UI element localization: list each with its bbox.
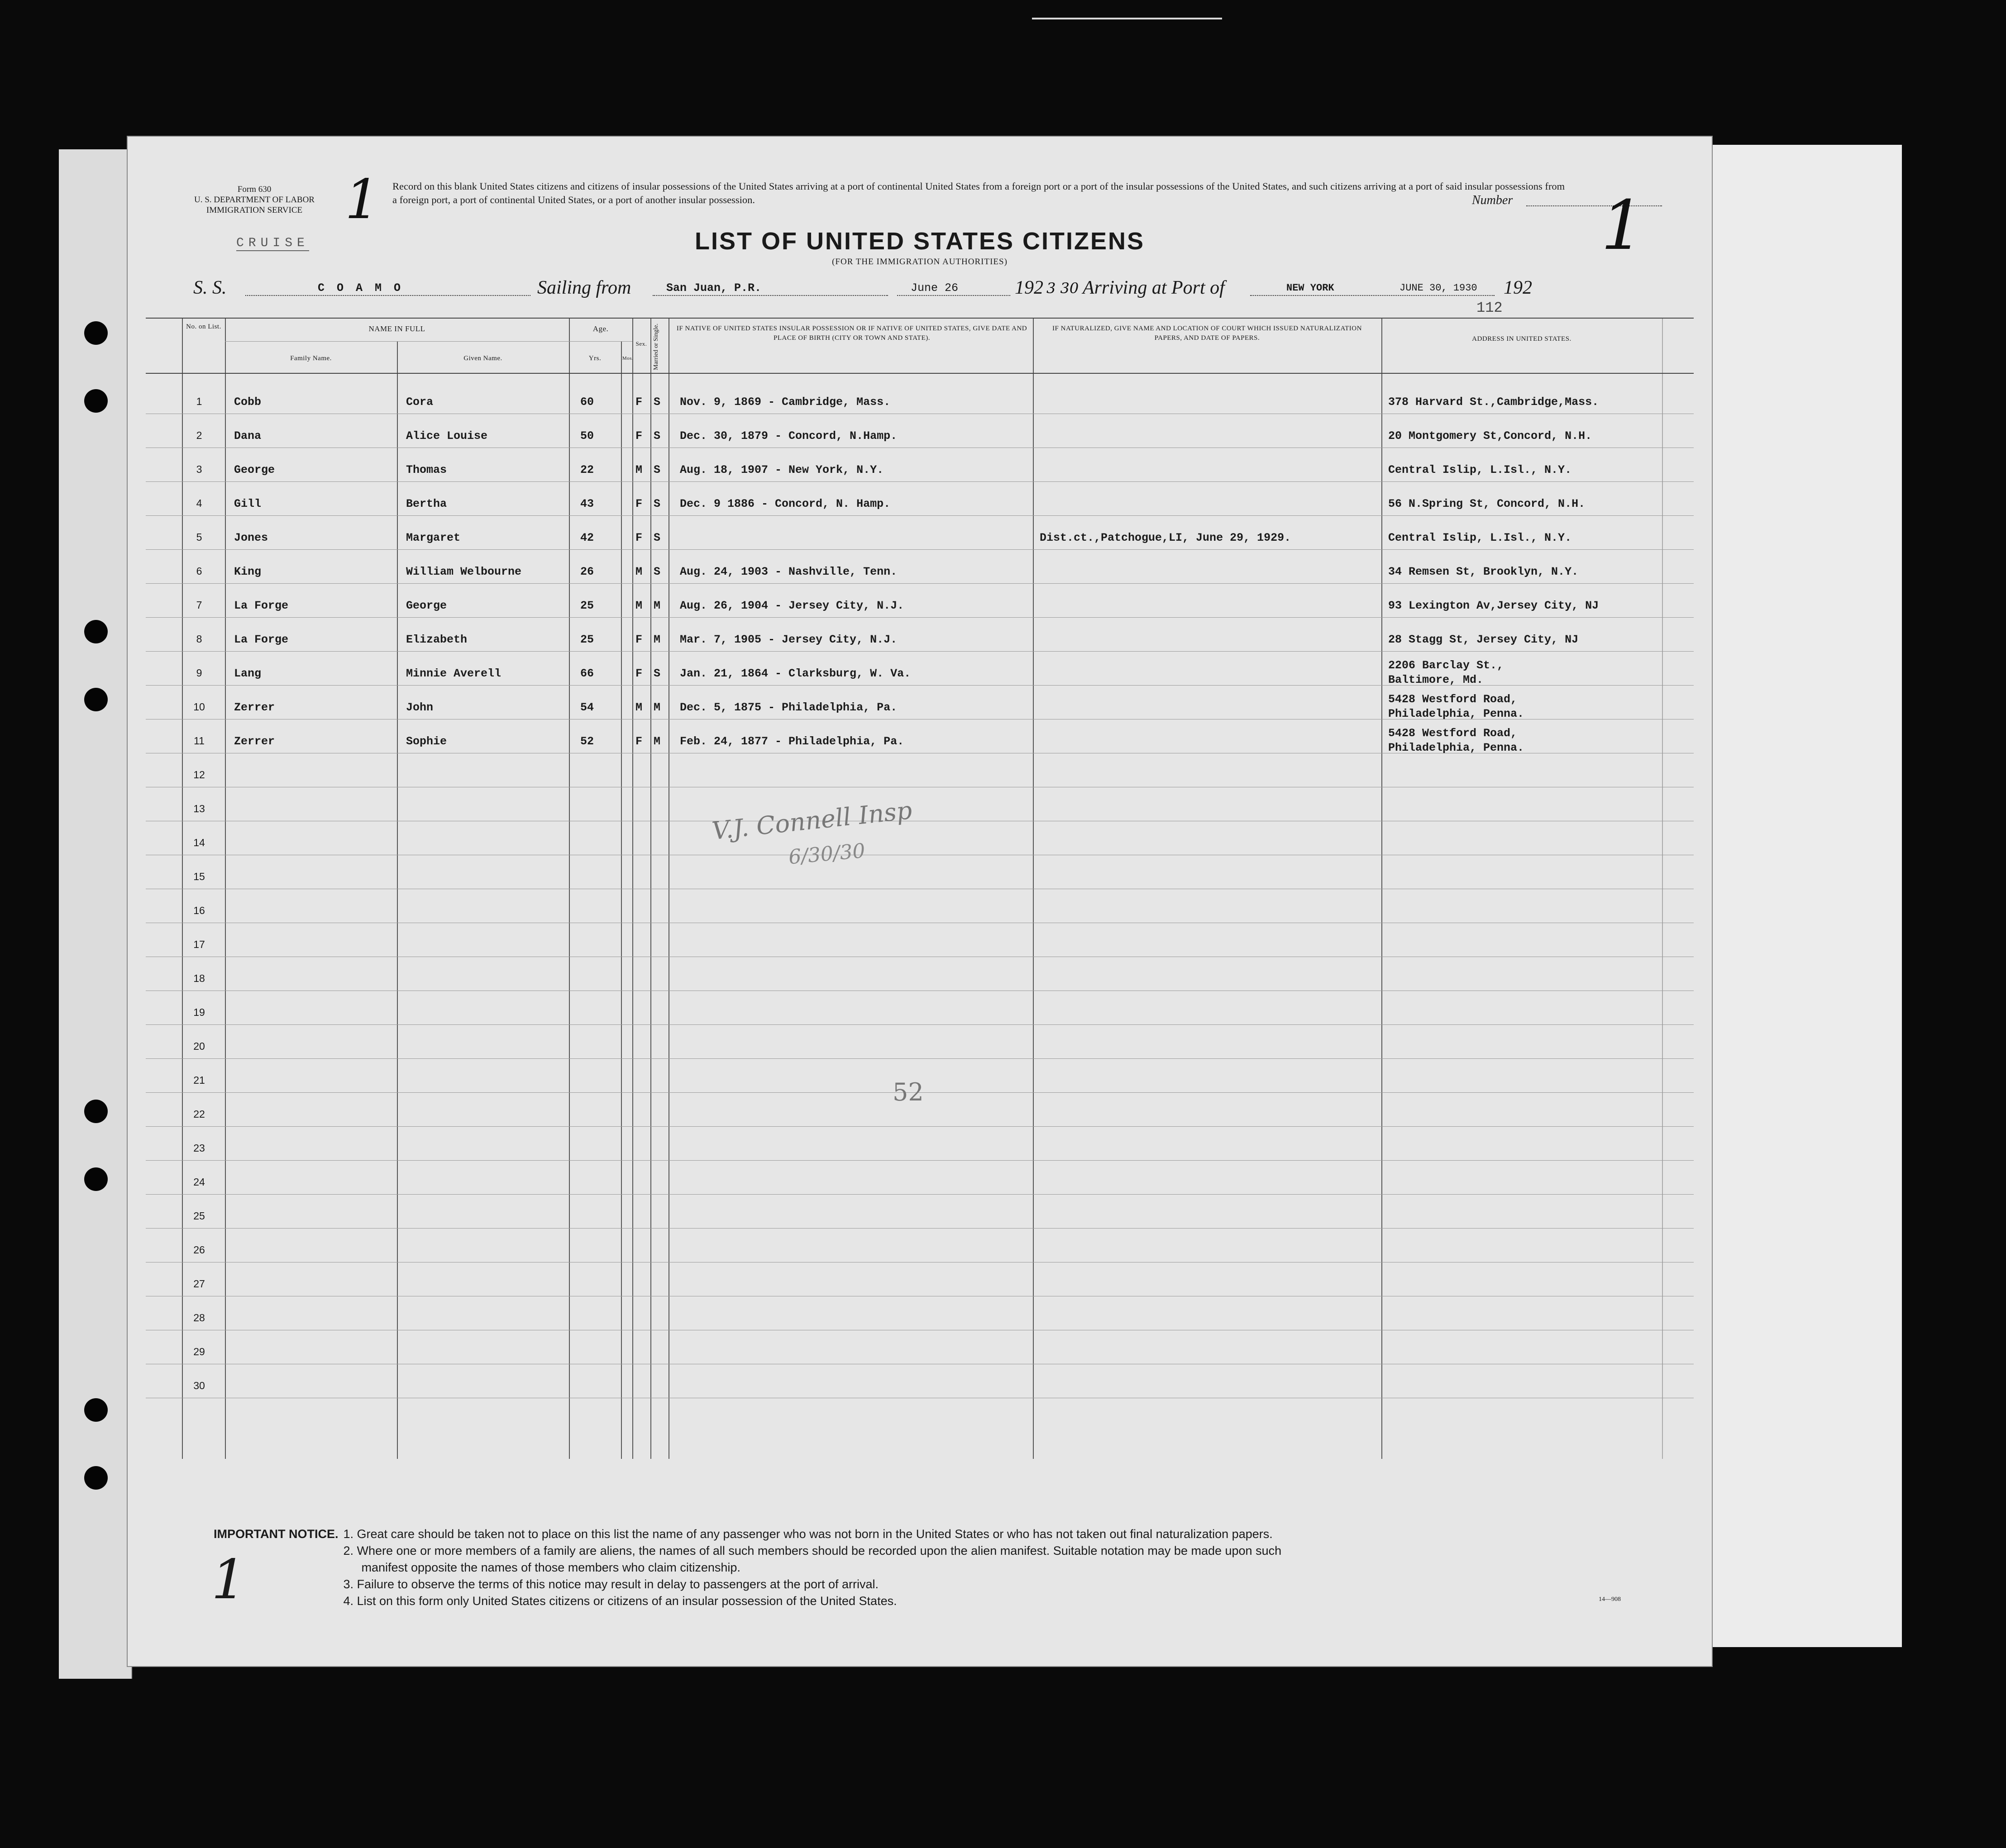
cell-ms: S: [654, 429, 661, 443]
table-row: [146, 459, 1694, 493]
col-header-age: Age.: [592, 324, 609, 333]
row-number: 9: [196, 667, 202, 679]
cell-addr: 2206 Barclay St.,: [1388, 659, 1504, 672]
department: U. S. DEPARTMENT OF LABOR: [194, 195, 315, 205]
cell-ms: S: [654, 395, 661, 409]
handwritten-number: 1: [1601, 186, 1644, 265]
table-row: [146, 561, 1694, 595]
table-row: [146, 693, 1694, 730]
cell-ms: S: [654, 565, 661, 578]
row-number: 18: [193, 972, 205, 984]
col-header-name: NAME IN FULL: [368, 324, 425, 333]
cell-given: Cora: [406, 395, 434, 409]
binder-hole: [84, 1167, 108, 1191]
row-number: 25: [193, 1210, 205, 1222]
row-number: 16: [193, 905, 205, 916]
cell-sex: M: [635, 565, 643, 578]
cell-birth: Mar. 7, 1905 - Jersey City, N.J.: [680, 633, 898, 646]
table-row: [146, 832, 1694, 866]
cell-given: George: [406, 599, 447, 612]
binder-hole: [84, 389, 108, 413]
cell-family: Lang: [234, 667, 262, 680]
cell-given: Thomas: [406, 463, 447, 476]
table-row: [146, 1205, 1694, 1239]
row-number: 11: [194, 735, 205, 747]
table-row: [146, 425, 1694, 459]
cell-sex: F: [635, 497, 643, 510]
cell-addr: 34 Remsen St, Brooklyn, N.Y.: [1388, 565, 1579, 578]
row-number: 19: [193, 1006, 205, 1018]
notice-item: 2. Where one or more members of a family are aliens, the names of all such members should be recorded upon the alien manifest. Suitable notation may be made upon such: [343, 1544, 1282, 1557]
cell-addr: 93 Lexington Av,Jersey City, NJ: [1388, 599, 1599, 612]
row-number: 21: [193, 1074, 205, 1086]
cell-family: Dana: [234, 429, 262, 443]
cell-ms: M: [654, 599, 661, 612]
cell-addr: Central Islip, L.Isl., N.Y.: [1388, 463, 1572, 476]
col-header-family: Family Name.: [290, 355, 332, 362]
binder-strip: [59, 149, 132, 1679]
ss-label: S. S.: [193, 277, 227, 298]
row-number: 12: [193, 769, 205, 781]
notice-item: 3. Failure to observe the terms of this notice may result in delay to passengers at the port of arrival.: [343, 1577, 879, 1591]
row-number: 2: [196, 429, 202, 441]
table-row: [146, 1104, 1694, 1138]
notice-item: manifest opposite the names of those members who claim citizenship.: [361, 1561, 740, 1574]
table-row: [146, 866, 1694, 900]
row-number: 20: [193, 1040, 205, 1052]
cell-given: William Welbourne: [406, 565, 522, 578]
cell-nat: Dist.ct.,Patchogue,LI, June 29, 1929.: [1040, 531, 1291, 544]
year-handwritten-1: 3 30: [1046, 280, 1079, 297]
cell-addr: 28 Stagg St, Jersey City, NJ: [1388, 633, 1579, 646]
notice-item: 1. Great care should be taken not to place on this list the name of any passenger who was not born in the United States or who has not taken out final naturalization papers.: [343, 1527, 1273, 1541]
row-number: 23: [193, 1142, 205, 1154]
cell-addr: 378 Harvard St.,Cambridge,Mass.: [1388, 395, 1599, 409]
header-subline: [225, 341, 632, 342]
col-header-married: Married or Single.: [653, 323, 659, 370]
sailing-label: Sailing from: [537, 277, 631, 298]
row-number: 24: [193, 1176, 205, 1188]
scan-edge-mark: [1032, 14, 1222, 24]
row-number: 8: [196, 633, 202, 645]
binder-hole: [84, 321, 108, 345]
row-number: 26: [193, 1244, 205, 1256]
cell-sex: F: [635, 531, 643, 544]
cell-addr2: Philadelphia, Penna.: [1388, 707, 1524, 720]
row-number: 30: [193, 1380, 205, 1391]
cell-yrs: 66: [580, 667, 594, 680]
arriving-date: JUNE 30, 1930: [1399, 282, 1477, 294]
table-row: [146, 1239, 1694, 1273]
row-number: 28: [193, 1312, 205, 1324]
cell-family: La Forge: [234, 599, 289, 612]
cell-sex: F: [635, 667, 643, 680]
cell-yrs: 25: [580, 633, 594, 646]
row-number: 22: [193, 1108, 205, 1120]
year-prefix-1: 192: [1015, 277, 1043, 298]
cell-given: Margaret: [406, 531, 461, 544]
form-number: Form 630: [237, 185, 272, 194]
cell-given: Elizabeth: [406, 633, 468, 646]
cell-birth: Aug. 24, 1903 - Nashville, Tenn.: [680, 565, 898, 578]
cell-ms: S: [654, 667, 661, 680]
row-number: 10: [193, 701, 205, 713]
passenger-table: [146, 318, 1694, 1459]
col-header-no: No. on List.: [186, 323, 221, 330]
cell-addr: 20 Montgomery St,Concord, N.H.: [1388, 429, 1592, 443]
table-row: [146, 1172, 1694, 1205]
binder-hole: [84, 1100, 108, 1123]
ship-name: C O A M O: [318, 281, 404, 295]
table-row: [146, 1002, 1694, 1036]
cell-yrs: 26: [580, 565, 594, 578]
table-row: [146, 391, 1694, 425]
table-row: [146, 1273, 1694, 1307]
cell-birth: Aug. 18, 1907 - New York, N.Y.: [680, 463, 884, 476]
header-bottom-line: [146, 373, 1694, 374]
cell-birth: Dec. 9 1886 - Concord, N. Hamp.: [680, 497, 891, 510]
table-row: [146, 1138, 1694, 1172]
number-label: Number: [1472, 193, 1513, 207]
cell-birth: Jan. 21, 1864 - Clarksburg, W. Va.: [680, 667, 911, 680]
table-row: [146, 1341, 1694, 1375]
table-row: [146, 1307, 1694, 1341]
cell-addr: Central Islip, L.Isl., N.Y.: [1388, 531, 1572, 544]
form-identifier: [186, 184, 322, 215]
page-title: LIST OF UNITED STATES CITIZENS: [695, 228, 1145, 255]
table-row: [146, 900, 1694, 934]
cruise-stamp: CRUISE: [236, 236, 309, 250]
notice-label: IMPORTANT NOTICE.: [214, 1527, 339, 1541]
cell-family: George: [234, 463, 275, 476]
cell-yrs: 22: [580, 463, 594, 476]
cell-given: Bertha: [406, 497, 447, 510]
col-header-given: Given Name.: [463, 355, 502, 362]
row-number: 4: [196, 497, 202, 509]
manifest-sheet: [127, 136, 1713, 1667]
handwritten-mark-bottom: 1: [211, 1548, 246, 1611]
row-number: 7: [196, 599, 202, 611]
binder-hole: [84, 1398, 108, 1422]
cell-ms: S: [654, 463, 661, 476]
cell-given: John: [406, 701, 434, 714]
cell-addr2: Baltimore, Md.: [1388, 673, 1484, 686]
row-number: 15: [193, 871, 205, 882]
table-row: [146, 727, 1694, 764]
cell-yrs: 50: [580, 429, 594, 443]
cell-yrs: 52: [580, 735, 594, 748]
handwritten-page-mark: 1: [345, 168, 380, 231]
table-row: [146, 659, 1694, 696]
row-number: 1: [196, 395, 202, 407]
cell-sex: F: [635, 429, 643, 443]
notice-items: [343, 1512, 1282, 1610]
col-header-mos: Mos.: [622, 356, 634, 361]
cell-family: King: [234, 565, 262, 578]
row-number: 3: [196, 463, 202, 475]
cell-yrs: 42: [580, 531, 594, 544]
row-number: 29: [193, 1346, 205, 1357]
inspector-signature: V.J. Connell Insp: [710, 795, 914, 846]
col-header-naturalized: IF NATURALIZED, GIVE NAME AND LOCATION OF COURT WHICH ISSUED NATURALIZATION PAPERS, AND DATE OF PAPERS.: [1052, 325, 1362, 342]
form-code: 14—908: [1599, 1596, 1621, 1603]
row-number: 6: [196, 565, 202, 577]
table-row: [146, 1375, 1694, 1409]
cell-yrs: 60: [580, 395, 594, 409]
arriving-label: Arriving at Port of: [1083, 277, 1225, 298]
preamble: Record on this blank United States citizens and citizens of insular possessions of the United States arriving at a port of continental United States from a foreign port or a port of the insular possessions of the United States, and such citizens arriving at a port of said insular possessions from a foreign port, a port of continental United States, or a port of another insular possession.: [392, 181, 1565, 205]
arriving-port: NEW YORK: [1286, 282, 1334, 294]
cell-sex: F: [635, 633, 643, 646]
cell-sex: F: [635, 395, 643, 409]
row-number: 13: [193, 803, 205, 814]
cell-addr: 5428 Westford Road,: [1388, 727, 1518, 740]
table-row: [146, 527, 1694, 561]
table-row: [146, 934, 1694, 968]
cell-birth: Feb. 24, 1877 - Philadelphia, Pa.: [680, 735, 904, 748]
col-header-sex: Sex.: [635, 340, 647, 347]
table-row: [146, 595, 1694, 629]
binder-hole: [84, 1466, 108, 1490]
cell-yrs: 25: [580, 599, 594, 612]
row-number: 14: [193, 837, 205, 848]
sailing-date: June 26: [911, 281, 959, 295]
cell-family: Zerrer: [234, 701, 275, 714]
row-number: 17: [193, 938, 205, 950]
cell-sex: M: [635, 463, 643, 476]
table-row: [146, 629, 1694, 662]
page-subtitle: (FOR THE IMMIGRATION AUTHORITIES): [832, 257, 1008, 267]
voyage-line: [128, 277, 1712, 316]
col-header-birth: IF NATIVE OF UNITED STATES INSULAR POSSESSION OR IF NATIVE OF UNITED STATES, GIVE DATE AND PLACE OF BIRTH (CITY OR TOWN AND STATE).: [676, 325, 1027, 342]
cell-birth: Nov. 9, 1869 - Cambridge, Mass.: [680, 395, 891, 409]
binder-hole: [84, 620, 108, 643]
table-row: [146, 1036, 1694, 1070]
cell-sex: M: [635, 599, 643, 612]
col-header-address: ADDRESS IN UNITED STATES.: [1472, 335, 1571, 343]
table-row: [146, 968, 1694, 1002]
cell-addr: 5428 Westford Road,: [1388, 693, 1518, 706]
cell-given: Alice Louise: [406, 429, 488, 443]
cell-birth: Dec. 30, 1879 - Concord, N.Hamp.: [680, 429, 898, 443]
sailing-from: San Juan, P.R.: [666, 281, 762, 295]
signature-date: 6/30/30: [788, 839, 866, 869]
faint-stamp: 52: [893, 1078, 924, 1106]
col-header-yrs: Yrs.: [588, 355, 602, 362]
cell-ms: M: [654, 701, 661, 714]
cell-ms: M: [654, 735, 661, 748]
cell-yrs: 54: [580, 701, 594, 714]
cell-addr2: Philadelphia, Penna.: [1388, 741, 1524, 754]
binder-hole: [84, 688, 108, 711]
cell-given: Sophie: [406, 735, 447, 748]
cell-birth: Aug. 26, 1904 - Jersey City, N.J.: [680, 599, 904, 612]
cell-ms: M: [654, 633, 661, 646]
cell-ms: S: [654, 497, 661, 510]
table-row: [146, 764, 1694, 798]
cell-birth: Dec. 5, 1875 - Philadelphia, Pa.: [680, 701, 898, 714]
cell-yrs: 43: [580, 497, 594, 510]
table-row: [146, 798, 1694, 832]
back-sheet: [1702, 145, 1902, 1647]
row-number: 27: [193, 1278, 205, 1290]
row-number: 5: [196, 531, 202, 543]
important-notice: [214, 1512, 1282, 1610]
cell-family: Gill: [234, 497, 262, 510]
cell-given: Minnie Averell: [406, 667, 502, 680]
service: IMMIGRATION SERVICE: [206, 205, 303, 215]
cell-ms: S: [654, 531, 661, 544]
stamp-number: 112: [1476, 300, 1503, 316]
cell-family: Cobb: [234, 395, 262, 409]
cell-sex: F: [635, 735, 643, 748]
notice-item: 4. List on this form only United States citizens or citizens of an insular possession of the United States.: [343, 1594, 897, 1608]
cell-addr: 56 N.Spring St, Concord, N.H.: [1388, 497, 1586, 510]
cell-sex: M: [635, 701, 643, 714]
notice-table: [214, 1512, 1282, 1610]
cell-family: Jones: [234, 531, 268, 544]
table-row: [146, 493, 1694, 527]
year-prefix-2: 192: [1504, 277, 1532, 298]
cell-family: Zerrer: [234, 735, 275, 748]
cell-family: La Forge: [234, 633, 289, 646]
